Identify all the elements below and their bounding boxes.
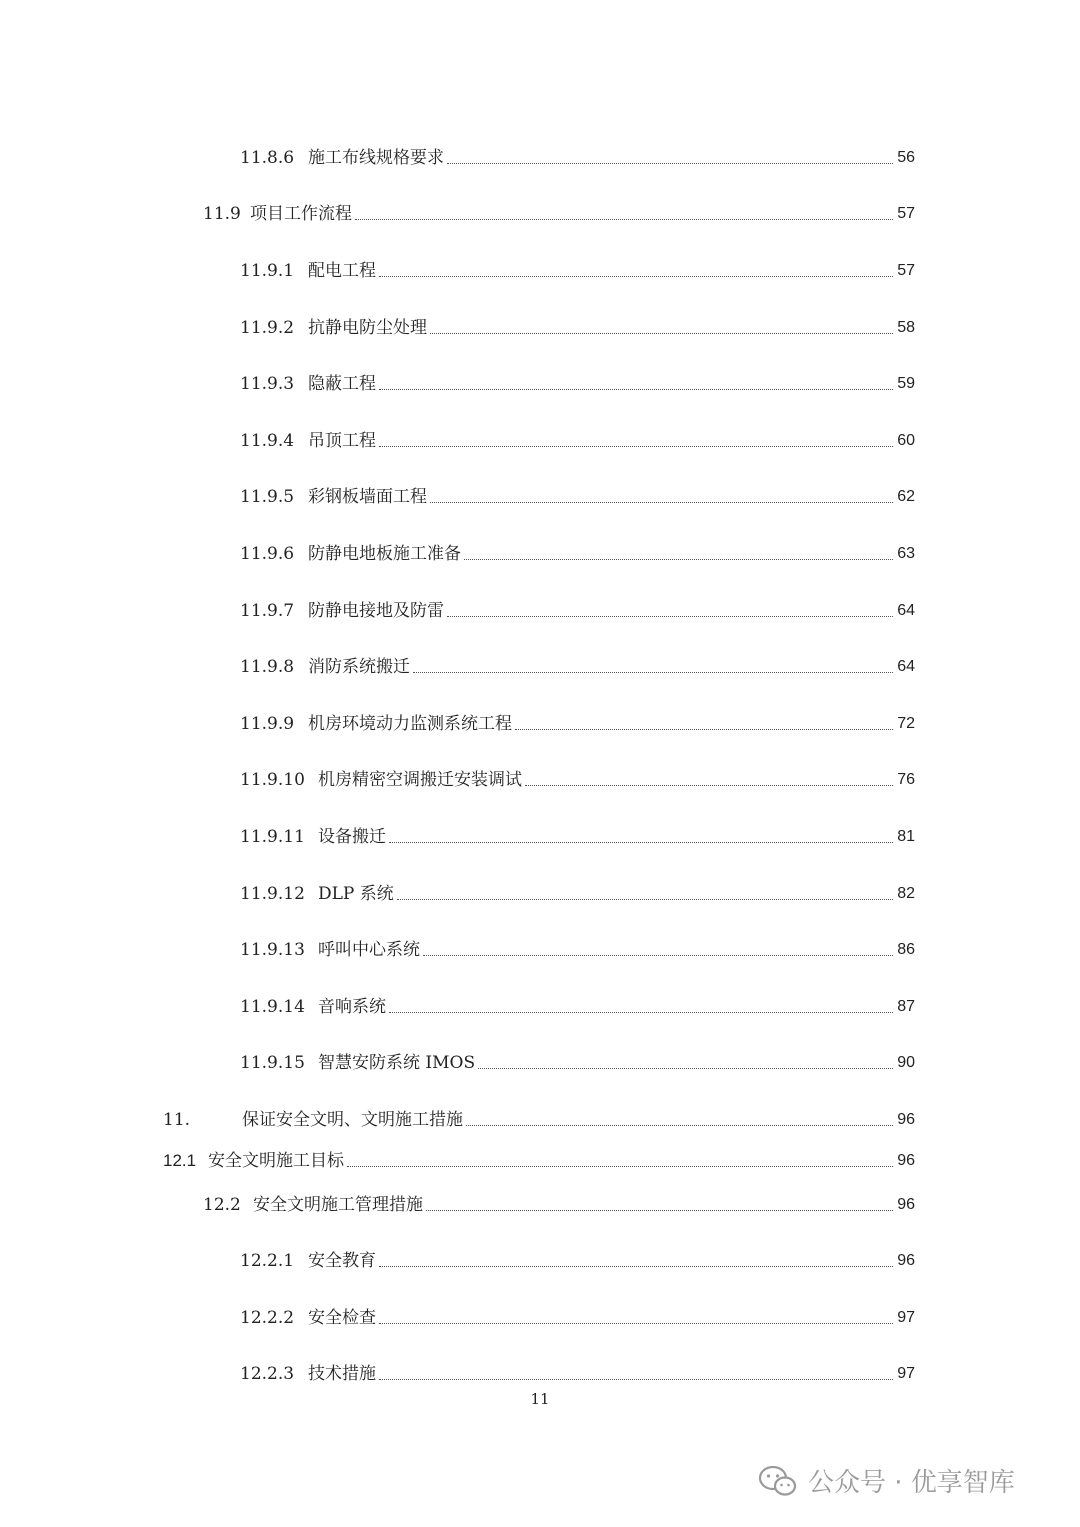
toc-entry-number: 11.9.13 <box>240 940 305 960</box>
page-number: 11 <box>530 1390 550 1408</box>
toc-entry-title: 技术措施 <box>308 1359 379 1389</box>
toc-entry-number: 11.9.15 <box>240 1053 305 1073</box>
toc-entry-number: 11.9.12 <box>240 884 305 904</box>
toc-entry-page: 82 <box>897 885 915 902</box>
toc-entry-title: 安全教育 <box>308 1246 379 1276</box>
toc-entry-number: 12.2 <box>203 1195 241 1215</box>
toc-entry-page: 97 <box>897 1365 915 1382</box>
toc-entry-title: 施工布线规格要求 <box>308 143 447 173</box>
toc-entry[interactable] <box>0 992 1080 1022</box>
toc-dot-leader <box>430 333 893 334</box>
wechat-icon <box>758 1464 798 1498</box>
toc-entry-title: 安全检查 <box>308 1303 379 1333</box>
toc-dot-leader <box>466 1125 893 1126</box>
toc-entry-number: 11.9.6 <box>240 544 295 564</box>
toc-entry-title: 保证安全文明、文明施工措施 <box>242 1105 466 1135</box>
toc-entry-page: 62 <box>897 488 915 505</box>
toc-entry-title: 音响系统 <box>318 992 389 1022</box>
toc-entry[interactable] <box>0 482 1080 512</box>
toc-entry-title: 安全文明施工目标 <box>208 1146 347 1176</box>
toc-entry[interactable] <box>0 143 1080 173</box>
toc-entry[interactable] <box>0 596 1080 626</box>
toc-entry[interactable] <box>0 709 1080 739</box>
toc-entry[interactable] <box>0 313 1080 343</box>
toc-entry-page: 64 <box>897 602 915 619</box>
toc-entry-page: 96 <box>897 1252 915 1269</box>
toc-entry-number: 11.9.7 <box>240 601 295 621</box>
toc-dot-leader <box>426 1210 893 1211</box>
toc-entry-number: 11.9.9 <box>240 714 295 734</box>
toc-entry[interactable] <box>0 1146 1080 1176</box>
toc-entry-number: 11.9.5 <box>240 487 295 507</box>
watermark <box>758 1462 1015 1499</box>
toc-entry-page: 96 <box>897 1111 915 1128</box>
toc-entry-number: 11.9.11 <box>240 827 305 847</box>
toc-entry-page: 90 <box>897 1054 915 1071</box>
toc-entry-number: 11. <box>163 1110 191 1130</box>
toc-dot-leader <box>355 219 893 220</box>
toc-entry-page: 59 <box>897 375 915 392</box>
toc-entry-page: 57 <box>897 205 915 222</box>
toc-entry-page: 87 <box>897 998 915 1015</box>
toc-entry-page: 86 <box>897 941 915 958</box>
toc-entry-page: 63 <box>897 545 915 562</box>
toc-dot-leader <box>430 502 893 503</box>
toc-entry-number: 12.2.2 <box>240 1308 295 1328</box>
watermark-text: 公众号 · 优享智库 <box>808 1468 1015 1498</box>
toc-entry[interactable] <box>0 256 1080 286</box>
toc-entry-number: 12.1 <box>163 1151 197 1170</box>
toc-entry-page: 58 <box>897 319 915 336</box>
toc-entry[interactable] <box>0 1048 1080 1078</box>
toc-entry-page: 81 <box>897 828 915 845</box>
toc-entry-page: 64 <box>897 658 915 675</box>
toc-dot-leader <box>379 276 893 277</box>
toc-entry[interactable] <box>0 1190 1080 1220</box>
toc-entry-title: 智慧安防系统 IMOS <box>318 1048 478 1078</box>
toc-entry-title: 项目工作流程 <box>250 199 355 229</box>
toc-dot-leader <box>423 955 893 956</box>
toc-entry-title: 配电工程 <box>308 256 379 286</box>
toc-entry-title: 设备搬迁 <box>318 822 389 852</box>
toc-entry-number: 11.9.2 <box>240 318 295 338</box>
toc-entry[interactable] <box>0 1246 1080 1276</box>
toc-entry[interactable] <box>0 369 1080 399</box>
toc-entry[interactable] <box>0 935 1080 965</box>
toc-dot-leader <box>464 559 893 560</box>
toc-entry-page: 96 <box>897 1196 915 1213</box>
toc-entry-title: 呼叫中心系统 <box>318 935 423 965</box>
toc-entry-title: 安全文明施工管理措施 <box>253 1190 426 1220</box>
toc-dot-leader <box>379 1266 893 1267</box>
toc-entry[interactable] <box>0 652 1080 682</box>
toc-entry[interactable] <box>0 1359 1080 1389</box>
toc-entry-title: 消防系统搬迁 <box>308 652 413 682</box>
toc-entry[interactable] <box>0 879 1080 909</box>
toc-entry[interactable] <box>0 199 1080 229</box>
toc-entry-page: 96 <box>897 1152 915 1169</box>
toc-dot-leader <box>379 389 893 390</box>
toc-dot-leader <box>515 729 893 730</box>
toc-entry-page: 97 <box>897 1309 915 1326</box>
toc-entry[interactable] <box>0 765 1080 795</box>
toc-entry-number: 11.9.14 <box>240 997 305 1017</box>
toc-dot-leader <box>447 616 893 617</box>
toc-entry-number: 11.9.10 <box>240 770 305 790</box>
toc-entry-title: 机房环境动力监测系统工程 <box>308 709 515 739</box>
toc-entry-number: 11.9.3 <box>240 374 295 394</box>
toc-dot-leader <box>525 785 893 786</box>
toc-entry-page: 57 <box>897 262 915 279</box>
toc-entry-title: 抗静电防尘处理 <box>308 313 430 343</box>
toc-dot-leader <box>389 842 893 843</box>
toc-dot-leader <box>478 1068 893 1069</box>
toc-dot-leader <box>379 1323 893 1324</box>
toc-entry-number: 12.2.3 <box>240 1364 295 1384</box>
toc-entry[interactable] <box>0 426 1080 456</box>
toc-dot-leader <box>397 899 893 900</box>
toc-dot-leader <box>379 446 893 447</box>
toc-dot-leader <box>347 1166 893 1167</box>
toc-entry[interactable] <box>0 539 1080 569</box>
toc-entry-number: 11.9.1 <box>240 261 295 281</box>
toc-entry-page: 76 <box>897 771 915 788</box>
toc-entry[interactable] <box>0 1303 1080 1333</box>
toc-entry[interactable] <box>0 1105 1080 1135</box>
toc-entry-page: 60 <box>897 432 915 449</box>
toc-dot-leader <box>389 1012 893 1013</box>
toc-entry-number: 11.9 <box>203 204 241 224</box>
toc-entry-title: DLP 系统 <box>318 879 397 909</box>
toc-entry-number: 12.2.1 <box>240 1251 295 1271</box>
toc-entry-number: 11.9.8 <box>240 657 295 677</box>
toc-entry-page: 56 <box>897 149 915 166</box>
toc-dot-leader <box>447 163 893 164</box>
toc-dot-leader <box>413 672 893 673</box>
toc-entry-number: 11.8.6 <box>240 148 295 168</box>
toc-entry-page: 72 <box>897 715 915 732</box>
toc-entry-title: 隐蔽工程 <box>308 369 379 399</box>
toc-entry-title: 防静电接地及防雷 <box>308 596 447 626</box>
toc-entry-title: 吊顶工程 <box>308 426 379 456</box>
toc-entry-title: 机房精密空调搬迁安装调试 <box>318 765 525 795</box>
toc-entry-title: 防静电地板施工准备 <box>308 539 464 569</box>
toc-entry-number: 11.9.4 <box>240 431 295 451</box>
toc-dot-leader <box>379 1379 893 1380</box>
toc-entry-title: 彩钢板墙面工程 <box>308 482 430 512</box>
toc-entry[interactable] <box>0 822 1080 852</box>
